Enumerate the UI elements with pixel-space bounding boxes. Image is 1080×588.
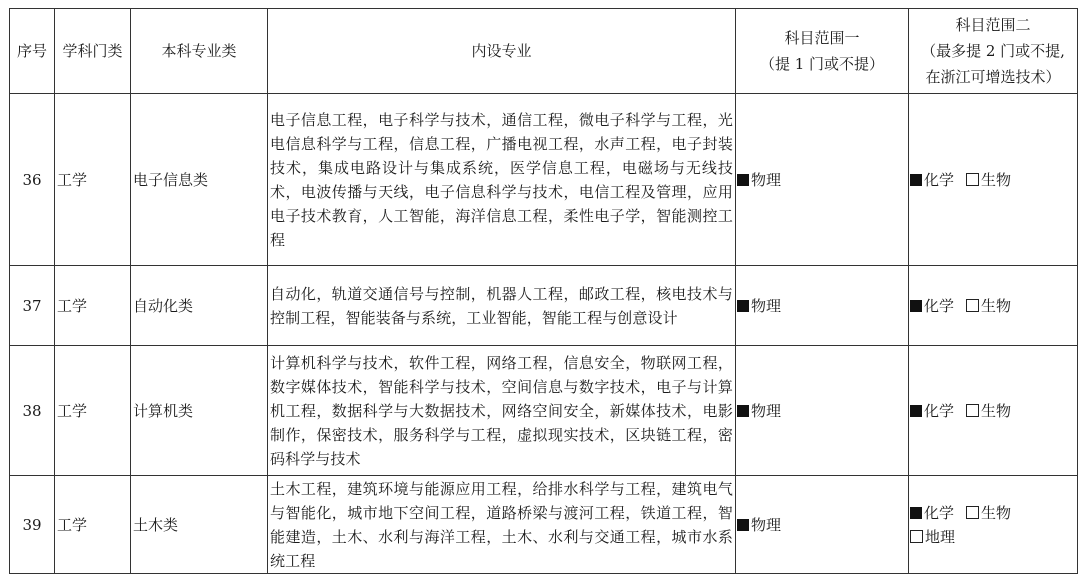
- subject-label: 化学: [924, 296, 955, 315]
- row-range1: [736, 266, 909, 346]
- row-range1: [736, 346, 909, 476]
- row-majors: 土木工程，建筑环境与能源应用工程，给排水科学与工程，建筑电气与智能化，城市地下空间工程，道路桥梁与渡河工程，铁道工程，智能建造，土木、水利与海洋工程，土木、水利与交通工程，城市水系统工程: [268, 476, 736, 574]
- checked-box-icon: [737, 300, 749, 312]
- header-range1-line2: （提 1 门或不提）: [759, 55, 885, 73]
- subject-label: 生物: [981, 296, 1012, 315]
- header-range2-line3: 在浙江可增选技术）: [925, 68, 1061, 86]
- row-major-class: 土木类: [131, 476, 268, 574]
- row-seq: 39: [10, 476, 55, 574]
- checked-box-icon: [910, 174, 922, 186]
- row-seq: 38: [10, 346, 55, 476]
- subject-label: 物理: [751, 296, 782, 315]
- header-range2: [909, 9, 1078, 94]
- header-range1: [736, 9, 909, 94]
- checked-box-icon: [737, 405, 749, 417]
- table-row: [10, 266, 1078, 346]
- table-row: [10, 476, 1078, 574]
- subject-option: [910, 399, 954, 423]
- row-discipline: 工学: [55, 476, 131, 574]
- header-majors: 内设专业: [268, 9, 736, 94]
- subject-label: 化学: [924, 401, 955, 420]
- subject-option: [737, 294, 781, 318]
- subject-option: [966, 294, 1011, 318]
- unchecked-box-icon: [966, 173, 979, 186]
- subject-option: [910, 501, 954, 525]
- checked-box-icon: [910, 507, 922, 519]
- row-range2: [909, 94, 1078, 266]
- subject-label: 地理: [925, 527, 956, 546]
- row-majors: 自动化，轨道交通信号与控制，机器人工程，邮政工程，核电技术与控制工程，智能装备与系统，工业智能，智能工程与创意设计: [268, 266, 736, 346]
- header-range2-line2: （最多提 2 门或不提,: [921, 42, 1065, 60]
- subject-label: 物理: [751, 170, 782, 189]
- subject-option: [910, 525, 1065, 549]
- row-discipline: 工学: [55, 94, 131, 266]
- row-range1: [736, 94, 909, 266]
- row-range2: [909, 266, 1078, 346]
- row-seq: 36: [10, 94, 55, 266]
- row-range1: [736, 476, 909, 574]
- checked-box-icon: [910, 405, 922, 417]
- row-range2: [909, 476, 1078, 574]
- row-seq: 37: [10, 266, 55, 346]
- subject-label: 化学: [924, 170, 955, 189]
- subject-option: [737, 399, 781, 423]
- header-discipline: 学科门类: [55, 9, 131, 94]
- table-row: [10, 94, 1078, 266]
- header-range1-line1: 科目范围一: [784, 29, 860, 47]
- unchecked-box-icon: [966, 506, 979, 519]
- table-row: [10, 346, 1078, 476]
- subject-label: 物理: [751, 401, 782, 420]
- row-major-class: 计算机类: [131, 346, 268, 476]
- row-major-class: 电子信息类: [131, 94, 268, 266]
- row-range2: [909, 346, 1078, 476]
- subject-option: [910, 294, 954, 318]
- header-seq: 序号: [10, 9, 55, 94]
- subject-option: [966, 501, 1011, 525]
- unchecked-box-icon: [966, 299, 979, 312]
- row-majors: 计算机科学与技术，软件工程，网络工程，信息安全，物联网工程，数字媒体技术，智能科学与技术，空间信息与数字技术，电子与计算机工程，数据科学与大数据技术，网络空间安全，新媒体技术，电影制作，保密技术，服务科学与工程，虚拟现实技术，区块链工程，密码科学与技术: [268, 346, 736, 476]
- subject-requirements-table: [9, 8, 1078, 574]
- checked-box-icon: [737, 174, 749, 186]
- row-discipline: 工学: [55, 346, 131, 476]
- checked-box-icon: [737, 519, 749, 531]
- checked-box-icon: [910, 300, 922, 312]
- subject-label: 生物: [981, 170, 1012, 189]
- unchecked-box-icon: [910, 530, 923, 543]
- subject-option: [737, 513, 781, 537]
- unchecked-box-icon: [966, 404, 979, 417]
- subject-label: 化学: [924, 503, 955, 522]
- subject-label: 生物: [981, 503, 1012, 522]
- table-body: [10, 94, 1078, 574]
- subject-option: [966, 168, 1011, 192]
- header-major-class: 本科专业类: [131, 9, 268, 94]
- subject-option: [910, 168, 954, 192]
- row-discipline: 工学: [55, 266, 131, 346]
- row-majors: 电子信息工程，电子科学与技术，通信工程，微电子科学与工程，光电信息科学与工程，信息工程，广播电视工程，水声工程，电子封装技术，集成电路设计与集成系统，医学信息工程，电磁场与无线技术，电波传播与天线，电子信息科学与技术，电信工程及管理，应用电子技术教育，人工智能，海洋信息工程，柔性电子学，智能测控工程: [268, 94, 736, 266]
- header-row: [10, 9, 1078, 94]
- subject-option: [737, 168, 781, 192]
- subject-option: [966, 399, 1011, 423]
- row-major-class: 自动化类: [131, 266, 268, 346]
- header-range2-line1: 科目范围二: [955, 16, 1031, 34]
- subject-label: 生物: [981, 401, 1012, 420]
- subject-label: 物理: [751, 515, 782, 534]
